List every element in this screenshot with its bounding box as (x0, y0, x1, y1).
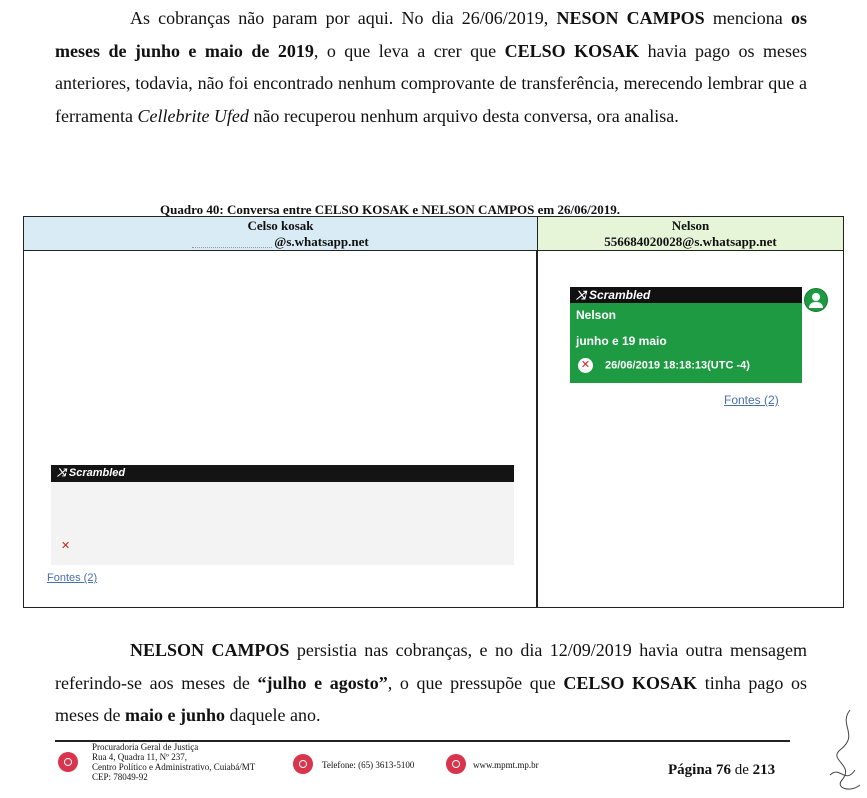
text: daquele ano. (225, 705, 321, 725)
location-pin-icon (58, 752, 78, 772)
faded-content (51, 482, 514, 500)
text: persistia nas cobranças, e no dia 12/09/2019 havia outra mensagem referindo-se aos meses de (55, 640, 807, 693)
page-footer (0, 742, 867, 798)
handwritten-signature (820, 705, 867, 798)
header-nelson-id: 556684020028@s.whatsapp.net (604, 234, 777, 249)
text: tinha pago os meses de (55, 672, 807, 725)
message-text: junho e 19 maio (576, 334, 667, 348)
nelson-message-bubble (570, 287, 802, 383)
header-celso (24, 217, 538, 251)
paragraph-followup (55, 634, 807, 732)
page-number: Página 76 de 213 (668, 762, 776, 778)
redacted-number (192, 239, 272, 248)
shuffle-icon: ⤨ (576, 288, 589, 302)
header-celso-id: @s.whatsapp.net (24, 234, 537, 250)
text-bold: CELSO KOSAK (504, 40, 640, 61)
phone-icon (293, 754, 313, 774)
deleted-x-icon: ✕ (61, 540, 71, 552)
footer-address: Procuradoria Geral de Justiça Rua 4, Quadra 11, Nº 237, Centro Político e Administrativo, Cuiabá/MT CEP: 78049-92 (92, 742, 256, 782)
scrambled-bar: ⤨ Scrambled (570, 287, 802, 303)
header-nelson (538, 217, 843, 251)
shuffle-icon: ⤨ (57, 467, 69, 479)
paragraph-intro (55, 2, 807, 132)
text: não recuperou nenhum arquivo desta conversa, ora analisa. (248, 105, 679, 126)
message-meta (570, 348, 802, 373)
sources-link-nelson[interactable]: Fontes (2) (724, 393, 779, 407)
globe-icon (446, 754, 466, 774)
text-bold: NESON CAMPOS (556, 8, 705, 28)
footer-website: www.mpmt.mp.br (473, 760, 539, 770)
scrambled-bar: ⤨ Scrambled (51, 465, 514, 482)
header-celso-name: Celso kosak (247, 218, 314, 233)
conversation-table (23, 216, 844, 608)
message-sender: Nelson (576, 308, 617, 322)
column-divider (536, 251, 538, 607)
text-italic: Cellebrite Ufed (137, 105, 249, 126)
text-bold: “julho e agosto” (257, 672, 388, 693)
text: menciona (704, 8, 791, 28)
sources-link-celso[interactable]: Fontes (2) (47, 572, 98, 584)
text: As cobranças não param por aqui. No dia 26/06/2019, (130, 8, 557, 28)
celso-message-bubble (51, 465, 514, 565)
text-bold: maio e junho (124, 705, 225, 725)
footer-phone: Telefone: (65) 3613-5100 (322, 760, 415, 770)
text: , o que leva a crer que (313, 40, 505, 61)
message-timestamp: 26/06/2019 18:18:13(UTC -4) (605, 359, 750, 372)
header-nelson-name: Nelson (671, 218, 710, 233)
text-bold: NELSON CAMPOS (130, 640, 290, 660)
text-bold: os meses de junho e maio de 2019 (55, 8, 807, 61)
user-avatar-icon (804, 288, 828, 312)
text: havia pago os meses anteriores, todavia, não foi encontrado nenhum comprovante de transferência, merecendo lembrar que a ferramenta (55, 40, 807, 126)
deleted-x-icon: ✕ (578, 358, 593, 373)
table-caption: Quadro 40: Conversa entre CELSO KOSAK e NELSON CAMPOS em 26/06/2019. (160, 202, 620, 217)
text: , o que pressupõe que (387, 672, 564, 693)
text-bold: CELSO KOSAK (563, 672, 698, 693)
